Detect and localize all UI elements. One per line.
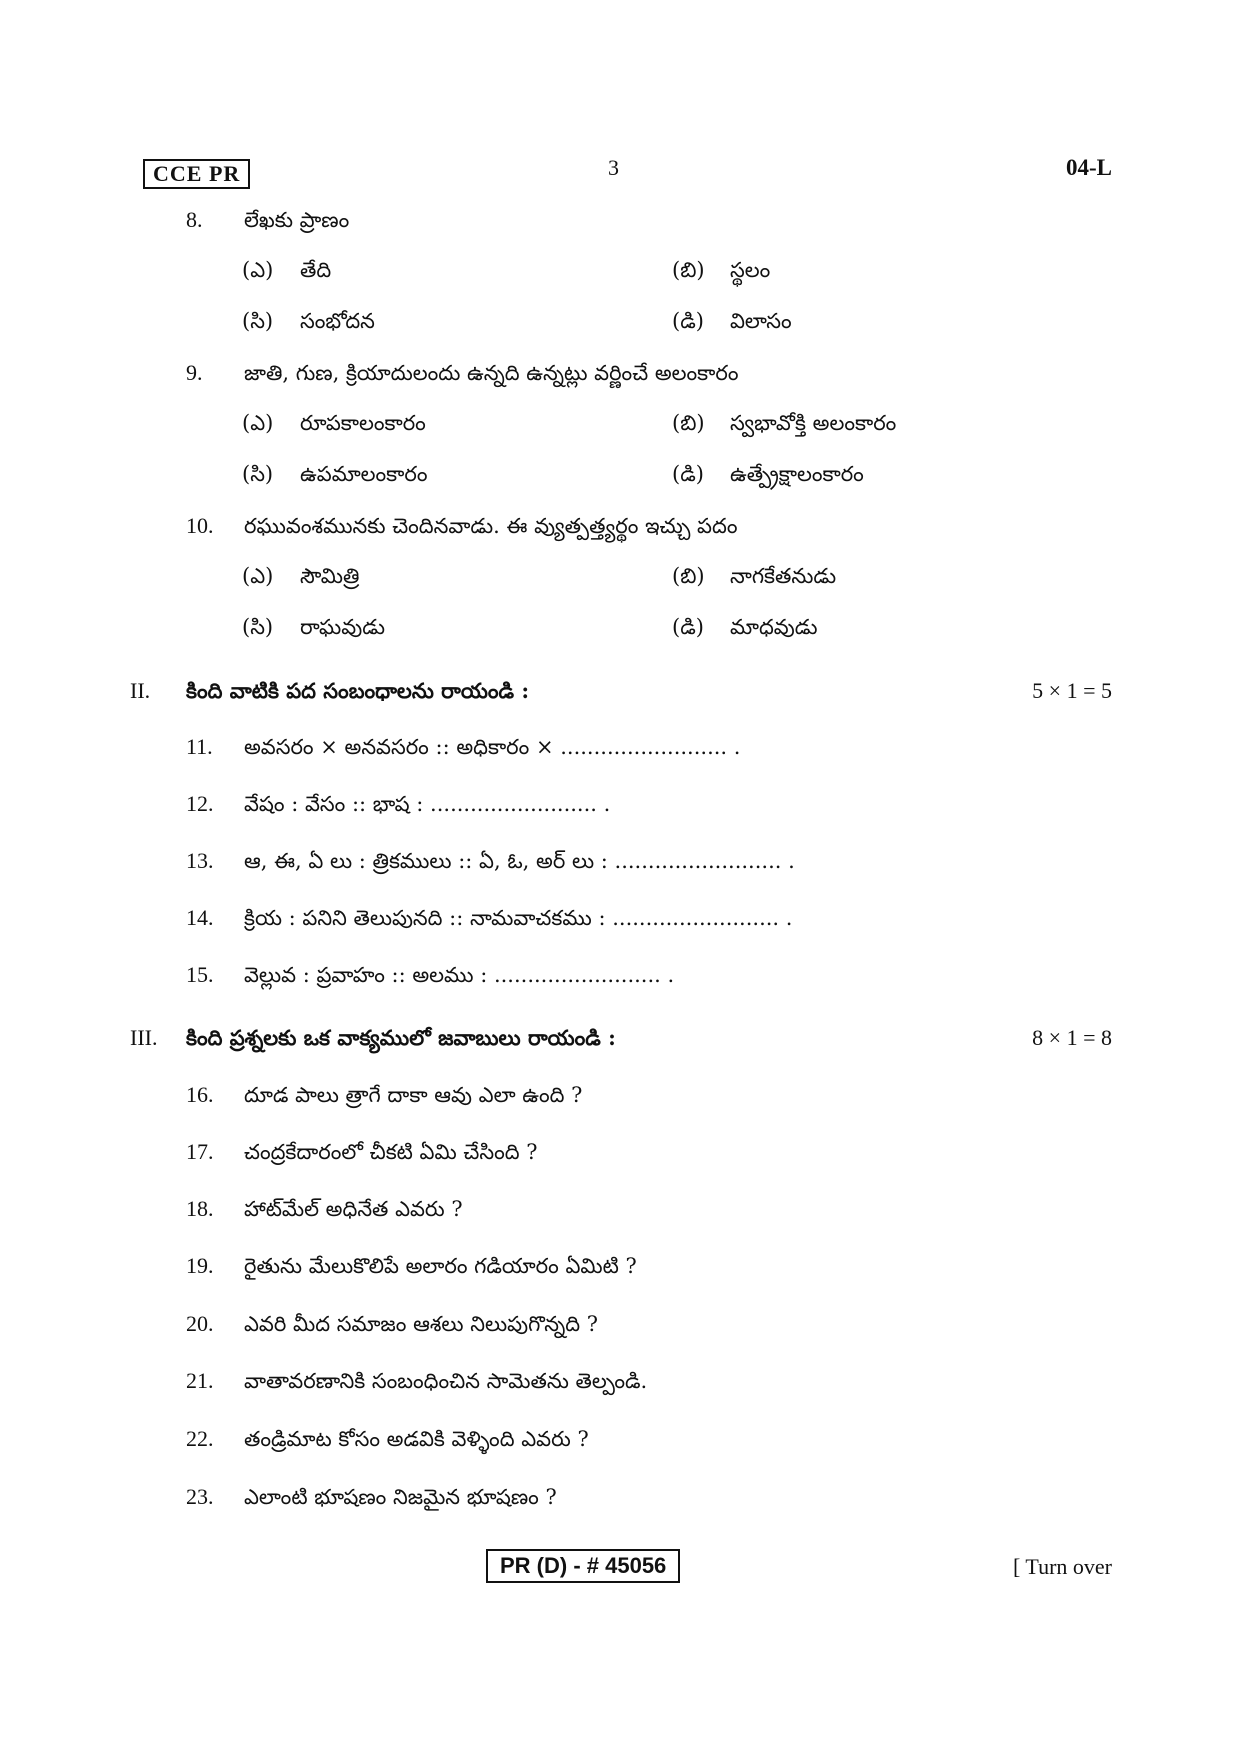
section-title: కింది వాటికి పద సంబంధాలను రాయండి : xyxy=(186,678,530,703)
question-8 xyxy=(186,205,349,235)
section-number: III. xyxy=(130,1025,158,1050)
question-number: 18. xyxy=(186,1196,214,1221)
option-text: ఉత్ప్రేక్షాలంకారం xyxy=(730,462,864,486)
option-text: స్థలం xyxy=(730,258,771,282)
question-number: 20. xyxy=(186,1311,214,1336)
question-text: వాతావరణానికి సంబంధించిన సామెతను తెల్పండి. xyxy=(244,1369,648,1393)
option-label: (బి) xyxy=(672,411,705,435)
option-label: (ఎ) xyxy=(242,564,274,588)
option-text: రాఘవుడు xyxy=(300,615,386,639)
question-10 xyxy=(186,511,737,541)
question-number: 10. xyxy=(186,513,214,538)
page-number: 3 xyxy=(608,155,619,180)
question-number: 15. xyxy=(186,962,214,987)
option-d xyxy=(672,612,818,642)
question-text: జాతి, గుణ, క్రియాదులందు ఉన్నది ఉన్నట్లు వర్ణించే అలంకారం xyxy=(244,361,739,385)
option-c xyxy=(242,459,428,489)
option-label: (బి) xyxy=(672,258,705,282)
question-16 xyxy=(186,1080,582,1110)
option-a xyxy=(242,408,426,438)
option-text: స్వభావోక్తి అలంకారం xyxy=(730,411,897,435)
question-text: లేఖకు ప్రాణం xyxy=(244,208,350,232)
option-label: (ఎ) xyxy=(242,258,274,282)
option-text: సౌమిత్రి xyxy=(300,564,360,588)
option-d xyxy=(672,459,864,489)
option-label: (డి) xyxy=(672,462,704,486)
option-b xyxy=(672,408,896,438)
option-a xyxy=(242,255,331,285)
option-c xyxy=(242,306,375,336)
footer-code-box: PR (D) - # 45056 xyxy=(486,1549,680,1583)
question-21 xyxy=(186,1366,647,1396)
option-c xyxy=(242,612,385,642)
option-label: (డి) xyxy=(672,309,704,333)
option-text: మాధవుడు xyxy=(730,615,818,639)
question-11 xyxy=(186,732,740,762)
question-14 xyxy=(186,903,792,933)
option-d xyxy=(672,306,792,336)
question-text: అవసరం × అనవసరం :: అధికారం × ......................... . xyxy=(244,735,741,759)
question-text: దూడ పాలు త్రాగే దాకా ఆవు ఎలా ఉంది ? xyxy=(244,1083,583,1107)
section-3-marks: 8 × 1 = 8 xyxy=(1032,1025,1112,1050)
question-number: 22. xyxy=(186,1426,214,1451)
option-label: (సి) xyxy=(242,615,274,639)
question-text: వెల్లువ : ప్రవాహం :: అలము : ......................... . xyxy=(244,963,675,987)
section-3-heading xyxy=(130,1023,616,1053)
question-number: 17. xyxy=(186,1139,214,1164)
option-label: (సి) xyxy=(242,309,274,333)
question-13 xyxy=(186,846,795,876)
section-title: కింది ప్రశ్నలకు ఒక వాక్యములో జవాబులు రాయండి : xyxy=(186,1025,616,1050)
header-code-box: CCE PR xyxy=(143,159,250,189)
question-text: రైతును మేలుకొలిపే అలారం గడియారం ఏమిటి ? xyxy=(244,1254,637,1278)
option-a xyxy=(242,561,359,591)
question-number: 19. xyxy=(186,1253,214,1278)
option-label: (బి) xyxy=(672,564,705,588)
question-text: వేషం : వేసం :: భాష : ......................... . xyxy=(244,792,611,816)
question-text: రఘువంశమునకు చెందినవాడు. ఈ వ్యుత్పత్త్యర్థం ఇచ్చు పదం xyxy=(244,514,738,538)
section-2-heading xyxy=(130,676,529,706)
option-text: నాగకేతనుడు xyxy=(730,564,837,588)
question-number: 9. xyxy=(186,360,203,385)
paper-code: 04-L xyxy=(1066,155,1112,180)
option-b xyxy=(672,255,770,285)
question-number: 14. xyxy=(186,905,214,930)
question-9 xyxy=(186,358,739,388)
section-number: II. xyxy=(130,678,151,703)
question-number: 12. xyxy=(186,791,214,816)
question-number: 21. xyxy=(186,1368,214,1393)
question-number: 16. xyxy=(186,1082,214,1107)
option-text: విలాసం xyxy=(730,309,792,333)
question-number: 13. xyxy=(186,848,214,873)
question-text: తండ్రిమాట కోసం అడవికి వెళ్ళింది ఎవరు ? xyxy=(244,1427,589,1451)
question-12 xyxy=(186,789,610,819)
question-23 xyxy=(186,1482,557,1512)
question-text: ఎవరి మీద సమాజం ఆశలు నిలుపుగొన్నది ? xyxy=(244,1312,599,1336)
question-text: క్రియ : పనిని తెలుపునది :: నామవాచకము : ......................... . xyxy=(244,906,793,930)
option-b xyxy=(672,561,836,591)
question-17 xyxy=(186,1137,538,1167)
question-number: 8. xyxy=(186,207,203,232)
question-15 xyxy=(186,960,674,990)
option-text: తేది xyxy=(300,258,332,282)
question-number: 11. xyxy=(186,734,213,759)
option-label: (ఎ) xyxy=(242,411,274,435)
question-20 xyxy=(186,1309,598,1339)
question-18 xyxy=(186,1194,463,1224)
question-22 xyxy=(186,1424,589,1454)
question-19 xyxy=(186,1251,637,1281)
question-text: ఎలాంటి భూషణం నిజమైన భూషణం ? xyxy=(244,1485,557,1509)
option-label: (సి) xyxy=(242,462,274,486)
question-text: ఆ, ఈ, ఏ లు : త్రికములు :: ఏ, ఓ, అర్ లు : ......................... . xyxy=(244,849,795,873)
option-label: (డి) xyxy=(672,615,704,639)
option-text: సంభోదన xyxy=(300,309,375,333)
question-number: 23. xyxy=(186,1484,214,1509)
option-text: ఉపమాలంకారం xyxy=(300,462,428,486)
option-text: రూపకాలంకారం xyxy=(300,411,426,435)
question-text: హాట్‌మేల్ అధినేత ఎవరు ? xyxy=(244,1197,463,1221)
question-text: చంద్రకేదారంలో చీకటి ఏమి చేసింది ? xyxy=(244,1140,538,1164)
turn-over-note: [ Turn over xyxy=(1012,1554,1112,1579)
section-2-marks: 5 × 1 = 5 xyxy=(1032,678,1112,703)
